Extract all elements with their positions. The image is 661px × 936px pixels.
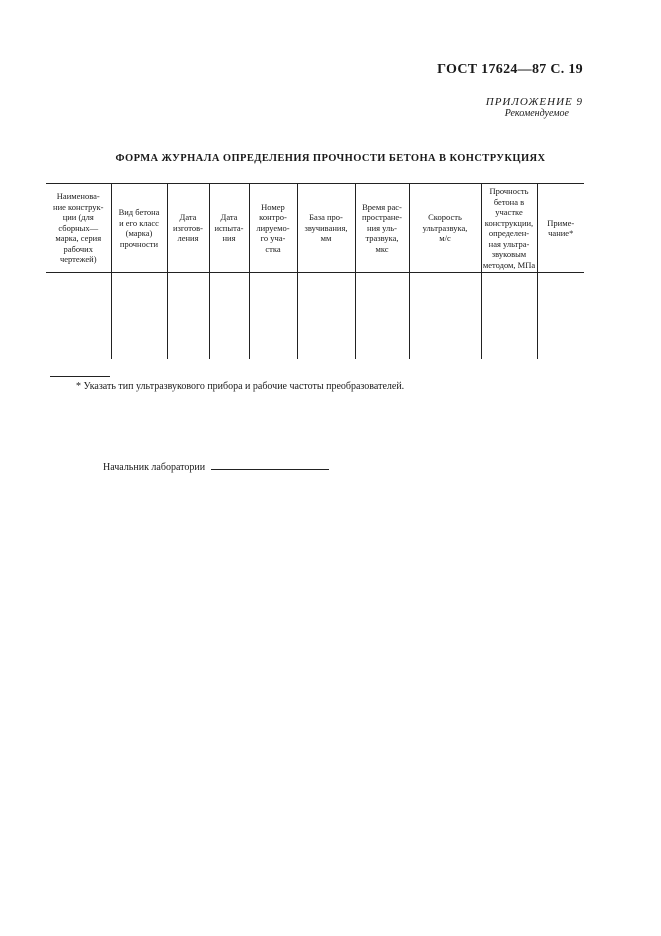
table-cell: [167, 273, 209, 360]
column-header-text: Скорость ультразвука, м/с: [422, 212, 468, 244]
column-header-text: Дата испыта- ния: [214, 212, 244, 244]
column-header: [355, 184, 409, 273]
signature-line: [211, 460, 329, 470]
table-cell: [409, 273, 481, 360]
form-title: ФОРМА ЖУРНАЛА ОПРЕДЕЛЕНИЯ ПРОЧНОСТИ БЕТОНА В КОНСТРУКЦИЯХ: [115, 153, 546, 164]
column-header: [481, 184, 537, 273]
table-cell: [537, 273, 584, 360]
table-cell: [46, 273, 111, 360]
column-header-text: Наименова- ние конструк- ции (для сборных— марка, серия рабочих чертежей): [53, 191, 104, 265]
signature-block: [103, 460, 329, 473]
column-header-text: Вид бетона и его класс (марка) прочности: [118, 207, 160, 249]
column-header: [167, 184, 209, 273]
recommended-label: Рекомендуемое: [504, 108, 569, 119]
column-header-text: Приме- чание*: [547, 217, 575, 238]
column-header: [111, 184, 167, 273]
column-header: [537, 184, 584, 273]
table-header-row: [46, 184, 584, 273]
table-cell: [111, 273, 167, 360]
column-header: [46, 184, 111, 273]
appendix-label: ПРИЛОЖЕНИЕ 9: [485, 96, 583, 108]
table-cell: [249, 273, 297, 360]
table-row: [46, 273, 584, 360]
column-header: [409, 184, 481, 273]
column-header: [297, 184, 355, 273]
column-header-text: Время рас- простране- ния уль- тразвука, мкс: [361, 201, 403, 254]
footnote: * Указать тип ультразвукового прибора и рабочие частоты преобразователей.: [76, 381, 405, 392]
table-cell: [209, 273, 249, 360]
table-cell: [297, 273, 355, 360]
signature-label: Начальник лаборатории: [103, 462, 206, 473]
table-cell: [355, 273, 409, 360]
column-header: [209, 184, 249, 273]
column-header-text: Номер контро- лируемо- го уча- стка: [256, 201, 290, 254]
table-cell: [481, 273, 537, 360]
column-header-text: Прочность бетона в участке конструкции, определен- ная ультра- звуковым методом, МПа: [482, 186, 536, 270]
column-header-text: Дата изготов- ления: [172, 212, 203, 244]
page-header: ГОСТ 17624—87 С. 19: [437, 62, 583, 77]
column-header: [249, 184, 297, 273]
journal-table: [46, 183, 584, 359]
column-header-text: База про- звучивания, мм: [304, 212, 348, 244]
footnote-divider: [50, 376, 110, 377]
